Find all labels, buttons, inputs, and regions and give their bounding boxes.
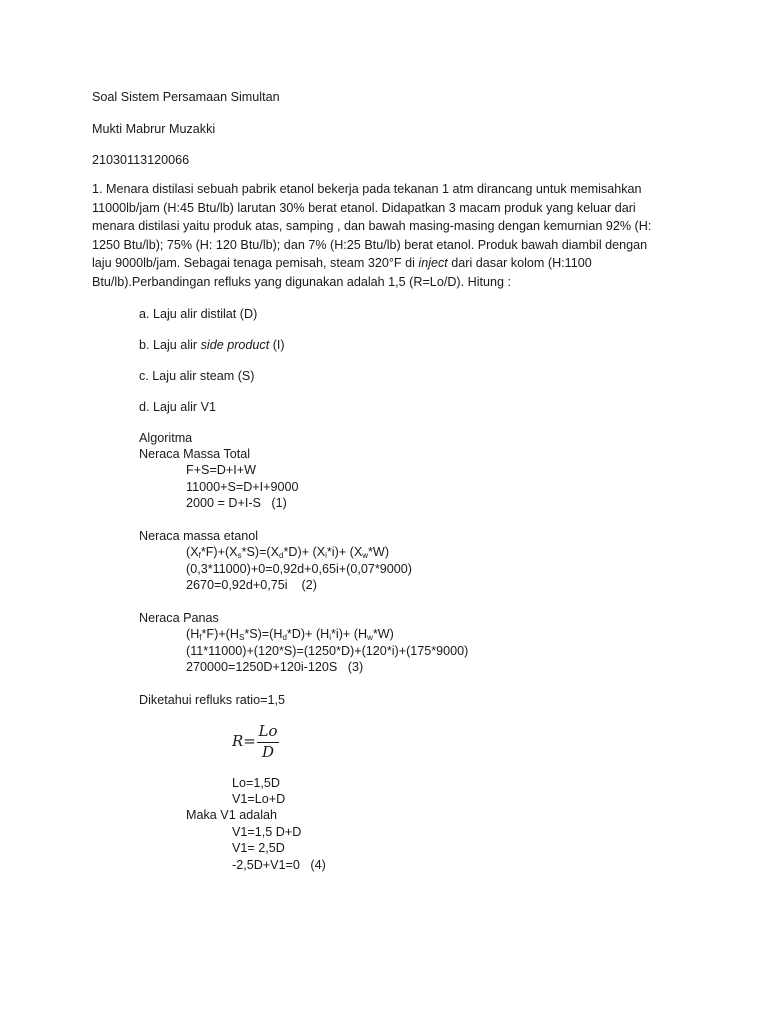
problem-line: 11000lb/jam (H:45 Btu/lb) larutan 30% berat etanol. Didapatkan 3 macam produk yang keluar dari <box>92 200 636 215</box>
question-b: b. Laju alir side product (I) <box>139 338 285 352</box>
equation: (11*11000)+(120*S)=(1250*D)+(120*i)+(175*9000) <box>186 644 469 658</box>
equation: V1=1,5 D+D <box>232 825 302 839</box>
question-c: c. Laju alir steam (S) <box>139 369 255 383</box>
equation: Lo=1,5D <box>232 776 280 790</box>
equation: 11000+S=D+I+9000 <box>186 480 299 494</box>
equation: 270000=1250D+120i-120S (3) <box>186 660 364 674</box>
italic-term: inject <box>418 256 448 271</box>
equation: -2,5D+V1=0 (4) <box>232 858 326 872</box>
equation: V1= 2,5D <box>232 841 285 855</box>
equation: F+S=D+I+W <box>186 463 256 477</box>
mass-ethanol-heading: Neraca massa etanol <box>139 529 259 543</box>
question-a: a. Laju alir distilat (D) <box>139 307 258 321</box>
problem-line: 1. Menara distilasi sebuah pabrik etanol bekerja pada tekanan 1 atm dirancang untuk memisahkan <box>92 182 642 196</box>
equation: V1=Lo+D <box>232 792 286 806</box>
document-title: Soal Sistem Persamaan Simultan <box>92 90 280 104</box>
author-name: Mukti Mabrur Muzakki <box>92 122 216 136</box>
equation: 2670=0,92d+0,75i (2) <box>186 578 317 592</box>
mass-total-heading: Neraca Massa Total <box>139 447 251 461</box>
formula-denominator: D <box>261 743 275 761</box>
reflux-heading: Diketahui refluks ratio=1,5 <box>139 693 285 707</box>
question-d: d. Laju alir V1 <box>139 400 217 414</box>
problem-line: 1250 Btu/lb); 75% (H: 120 Btu/lb); dan 7% (H:25 Btu/lb) berat etanol. Produk bawah diambil dengan <box>92 237 648 252</box>
heat-balance-heading: Neraca Panas <box>139 611 219 625</box>
problem-line: laju 9000lb/jam. Sebagai tenaga pemisah, steam 320°F di inject dari dasar kolom (H:1100 <box>92 256 592 271</box>
formula-numerator: Lo <box>258 722 278 740</box>
student-id: 21030113120066 <box>92 153 190 167</box>
algorithm-heading: Algoritma <box>139 431 193 445</box>
problem-line: Btu/lb).Perbandingan refluks yang digunakan adalah 1,5 (R=Lo/D). Hitung : <box>92 274 512 289</box>
conclusion-label: Maka V1 adalah <box>186 808 278 822</box>
equation: $(X_f*F)+(X_s*S)=(X_d*D)+ (X_i*i)+ (X_w*W)$ <box>186 545 390 560</box>
formula-lhs: R= <box>232 732 256 750</box>
problem-paragraph <box>92 180 652 292</box>
problem-line: menara distilasi yaitu produk atas, samping , dan bawah masing-masing dengan kemurnian 92% (H: <box>92 219 652 234</box>
equation: $(H_f*F)+(H_S*S)=(H_d*D)+ (H_i*i)+ (H_w*W)$ <box>186 627 394 642</box>
equation: (0,3*11000)+0=0,92d+0,65i+(0,07*9000) <box>186 562 412 576</box>
equation: 2000 = D+I-S (1) <box>186 496 287 510</box>
